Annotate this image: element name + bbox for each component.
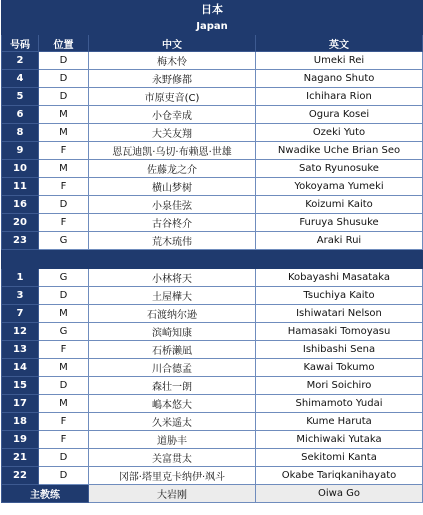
player-name-english: Sekitomi Kanta <box>256 449 423 467</box>
squad-table <box>1 0 423 503</box>
player-number: 23 <box>2 232 39 250</box>
player-name-chinese: 小泉佳弦 <box>89 196 256 214</box>
player-name-english: Mori Soichiro <box>256 377 423 395</box>
player-name-chinese: 横山梦树 <box>89 178 256 196</box>
player-position: M <box>39 160 89 178</box>
table-row <box>2 413 423 431</box>
player-position: F <box>39 178 89 196</box>
player-number: 1 <box>2 269 39 287</box>
player-name-english: Ozeki Yuto <box>256 124 423 142</box>
player-position: F <box>39 413 89 431</box>
title-row <box>2 1 423 18</box>
player-number: 9 <box>2 142 39 160</box>
player-name-chinese: 川合德孟 <box>89 359 256 377</box>
player-name-chinese: 永野修都 <box>89 70 256 88</box>
player-position: M <box>39 305 89 323</box>
player-name-chinese: 恩瓦迪凯·乌切·布赖恩·世雄 <box>89 142 256 160</box>
player-position: D <box>39 52 89 70</box>
player-number: 11 <box>2 178 39 196</box>
table-row <box>2 395 423 413</box>
player-name-chinese: 梅木怜 <box>89 52 256 70</box>
table-row <box>2 232 423 250</box>
player-name-english: Kume Haruta <box>256 413 423 431</box>
player-position: G <box>39 232 89 250</box>
player-name-english: Michiwaki Yutaka <box>256 431 423 449</box>
player-name-chinese: 关富贯太 <box>89 449 256 467</box>
player-number: 4 <box>2 70 39 88</box>
player-name-chinese: 冈部·塔里克卡纳伊·飒斗 <box>89 467 256 485</box>
player-number: 21 <box>2 449 39 467</box>
player-number: 20 <box>2 214 39 232</box>
player-number: 22 <box>2 467 39 485</box>
player-name-english: Ishibashi Sena <box>256 341 423 359</box>
player-name-english: Nwadike Uche Brian Seo <box>256 142 423 160</box>
table-row <box>2 269 423 287</box>
table-row <box>2 305 423 323</box>
player-name-english: Yokoyama Yumeki <box>256 178 423 196</box>
table-row <box>2 142 423 160</box>
player-number: 14 <box>2 359 39 377</box>
coach-label: 主教练 <box>2 485 89 503</box>
table-row <box>2 359 423 377</box>
player-name-english: Ichihara Rion <box>256 88 423 106</box>
player-name-chinese: 久米遥太 <box>89 413 256 431</box>
player-name-english: Okabe Tariqkanihayato <box>256 467 423 485</box>
player-name-english: Hamasaki Tomoyasu <box>256 323 423 341</box>
player-number: 19 <box>2 431 39 449</box>
player-name-english: Araki Rui <box>256 232 423 250</box>
header-row <box>2 35 423 52</box>
player-name-chinese: 道胁丰 <box>89 431 256 449</box>
player-number: 2 <box>2 52 39 70</box>
coach-name-chinese: 大岩刚 <box>89 485 256 503</box>
player-name-english: Ogura Kosei <box>256 106 423 124</box>
group-separator-cell <box>2 250 423 269</box>
player-name-chinese: 小仓幸成 <box>89 106 256 124</box>
player-name-chinese: 石渡纳尔逊 <box>89 305 256 323</box>
player-name-english: Koizumi Kaito <box>256 196 423 214</box>
table-row <box>2 52 423 70</box>
player-number: 16 <box>2 196 39 214</box>
player-name-chinese: 市原吏音(C) <box>89 88 256 106</box>
player-number: 8 <box>2 124 39 142</box>
player-name-english: Kobayashi Masataka <box>256 269 423 287</box>
player-name-english: Sato Ryunosuke <box>256 160 423 178</box>
player-name-chinese: 森壮一朗 <box>89 377 256 395</box>
table-row <box>2 287 423 305</box>
group-separator <box>2 250 423 269</box>
player-name-chinese: 石桥濑凪 <box>89 341 256 359</box>
header-english: 英文 <box>256 35 423 52</box>
player-number: 13 <box>2 341 39 359</box>
table-subtitle: Japan <box>2 18 423 35</box>
coach-row <box>2 485 423 503</box>
table-row <box>2 323 423 341</box>
player-number: 3 <box>2 287 39 305</box>
table-row <box>2 196 423 214</box>
player-name-chinese: 嶋本悠大 <box>89 395 256 413</box>
table-row <box>2 431 423 449</box>
player-position: D <box>39 449 89 467</box>
table-title: 日本 <box>2 1 423 18</box>
player-name-chinese: 佐藤龙之介 <box>89 160 256 178</box>
header-number: 号码 <box>2 35 39 52</box>
player-position: M <box>39 395 89 413</box>
player-number: 7 <box>2 305 39 323</box>
player-number: 5 <box>2 88 39 106</box>
player-position: M <box>39 124 89 142</box>
player-position: M <box>39 359 89 377</box>
table-row <box>2 160 423 178</box>
table-row <box>2 341 423 359</box>
coach-name-english: Oiwa Go <box>256 485 423 503</box>
table-row <box>2 377 423 395</box>
player-position: D <box>39 88 89 106</box>
player-number: 12 <box>2 323 39 341</box>
player-number: 10 <box>2 160 39 178</box>
player-name-english: Furuya Shusuke <box>256 214 423 232</box>
player-position: F <box>39 214 89 232</box>
player-position: D <box>39 377 89 395</box>
player-name-chinese: 荒木琉伟 <box>89 232 256 250</box>
header-chinese: 中文 <box>89 35 256 52</box>
squad-sheet <box>1 0 422 503</box>
player-name-english: Kawai Tokumo <box>256 359 423 377</box>
player-position: F <box>39 341 89 359</box>
header-position: 位置 <box>39 35 89 52</box>
player-position: F <box>39 142 89 160</box>
table-row <box>2 467 423 485</box>
player-name-chinese: 滨崎知康 <box>89 323 256 341</box>
table-row <box>2 449 423 467</box>
player-number: 17 <box>2 395 39 413</box>
player-position: G <box>39 323 89 341</box>
player-number: 18 <box>2 413 39 431</box>
table-row <box>2 70 423 88</box>
player-position: G <box>39 269 89 287</box>
player-position: F <box>39 431 89 449</box>
player-position: D <box>39 287 89 305</box>
player-name-english: Nagano Shuto <box>256 70 423 88</box>
player-name-chinese: 古谷柊介 <box>89 214 256 232</box>
player-name-english: Ishiwatari Nelson <box>256 305 423 323</box>
subtitle-row <box>2 18 423 35</box>
table-row <box>2 124 423 142</box>
player-name-english: Shimamoto Yudai <box>256 395 423 413</box>
player-position: D <box>39 467 89 485</box>
table-row <box>2 88 423 106</box>
player-position: D <box>39 70 89 88</box>
player-number: 6 <box>2 106 39 124</box>
table-row <box>2 178 423 196</box>
player-number: 15 <box>2 377 39 395</box>
player-name-english: Tsuchiya Kaito <box>256 287 423 305</box>
table-row <box>2 106 423 124</box>
table-row <box>2 214 423 232</box>
player-position: D <box>39 196 89 214</box>
player-name-chinese: 土屋樺大 <box>89 287 256 305</box>
player-position: M <box>39 106 89 124</box>
player-name-chinese: 小林将天 <box>89 269 256 287</box>
player-name-english: Umeki Rei <box>256 52 423 70</box>
player-name-chinese: 大关友翔 <box>89 124 256 142</box>
